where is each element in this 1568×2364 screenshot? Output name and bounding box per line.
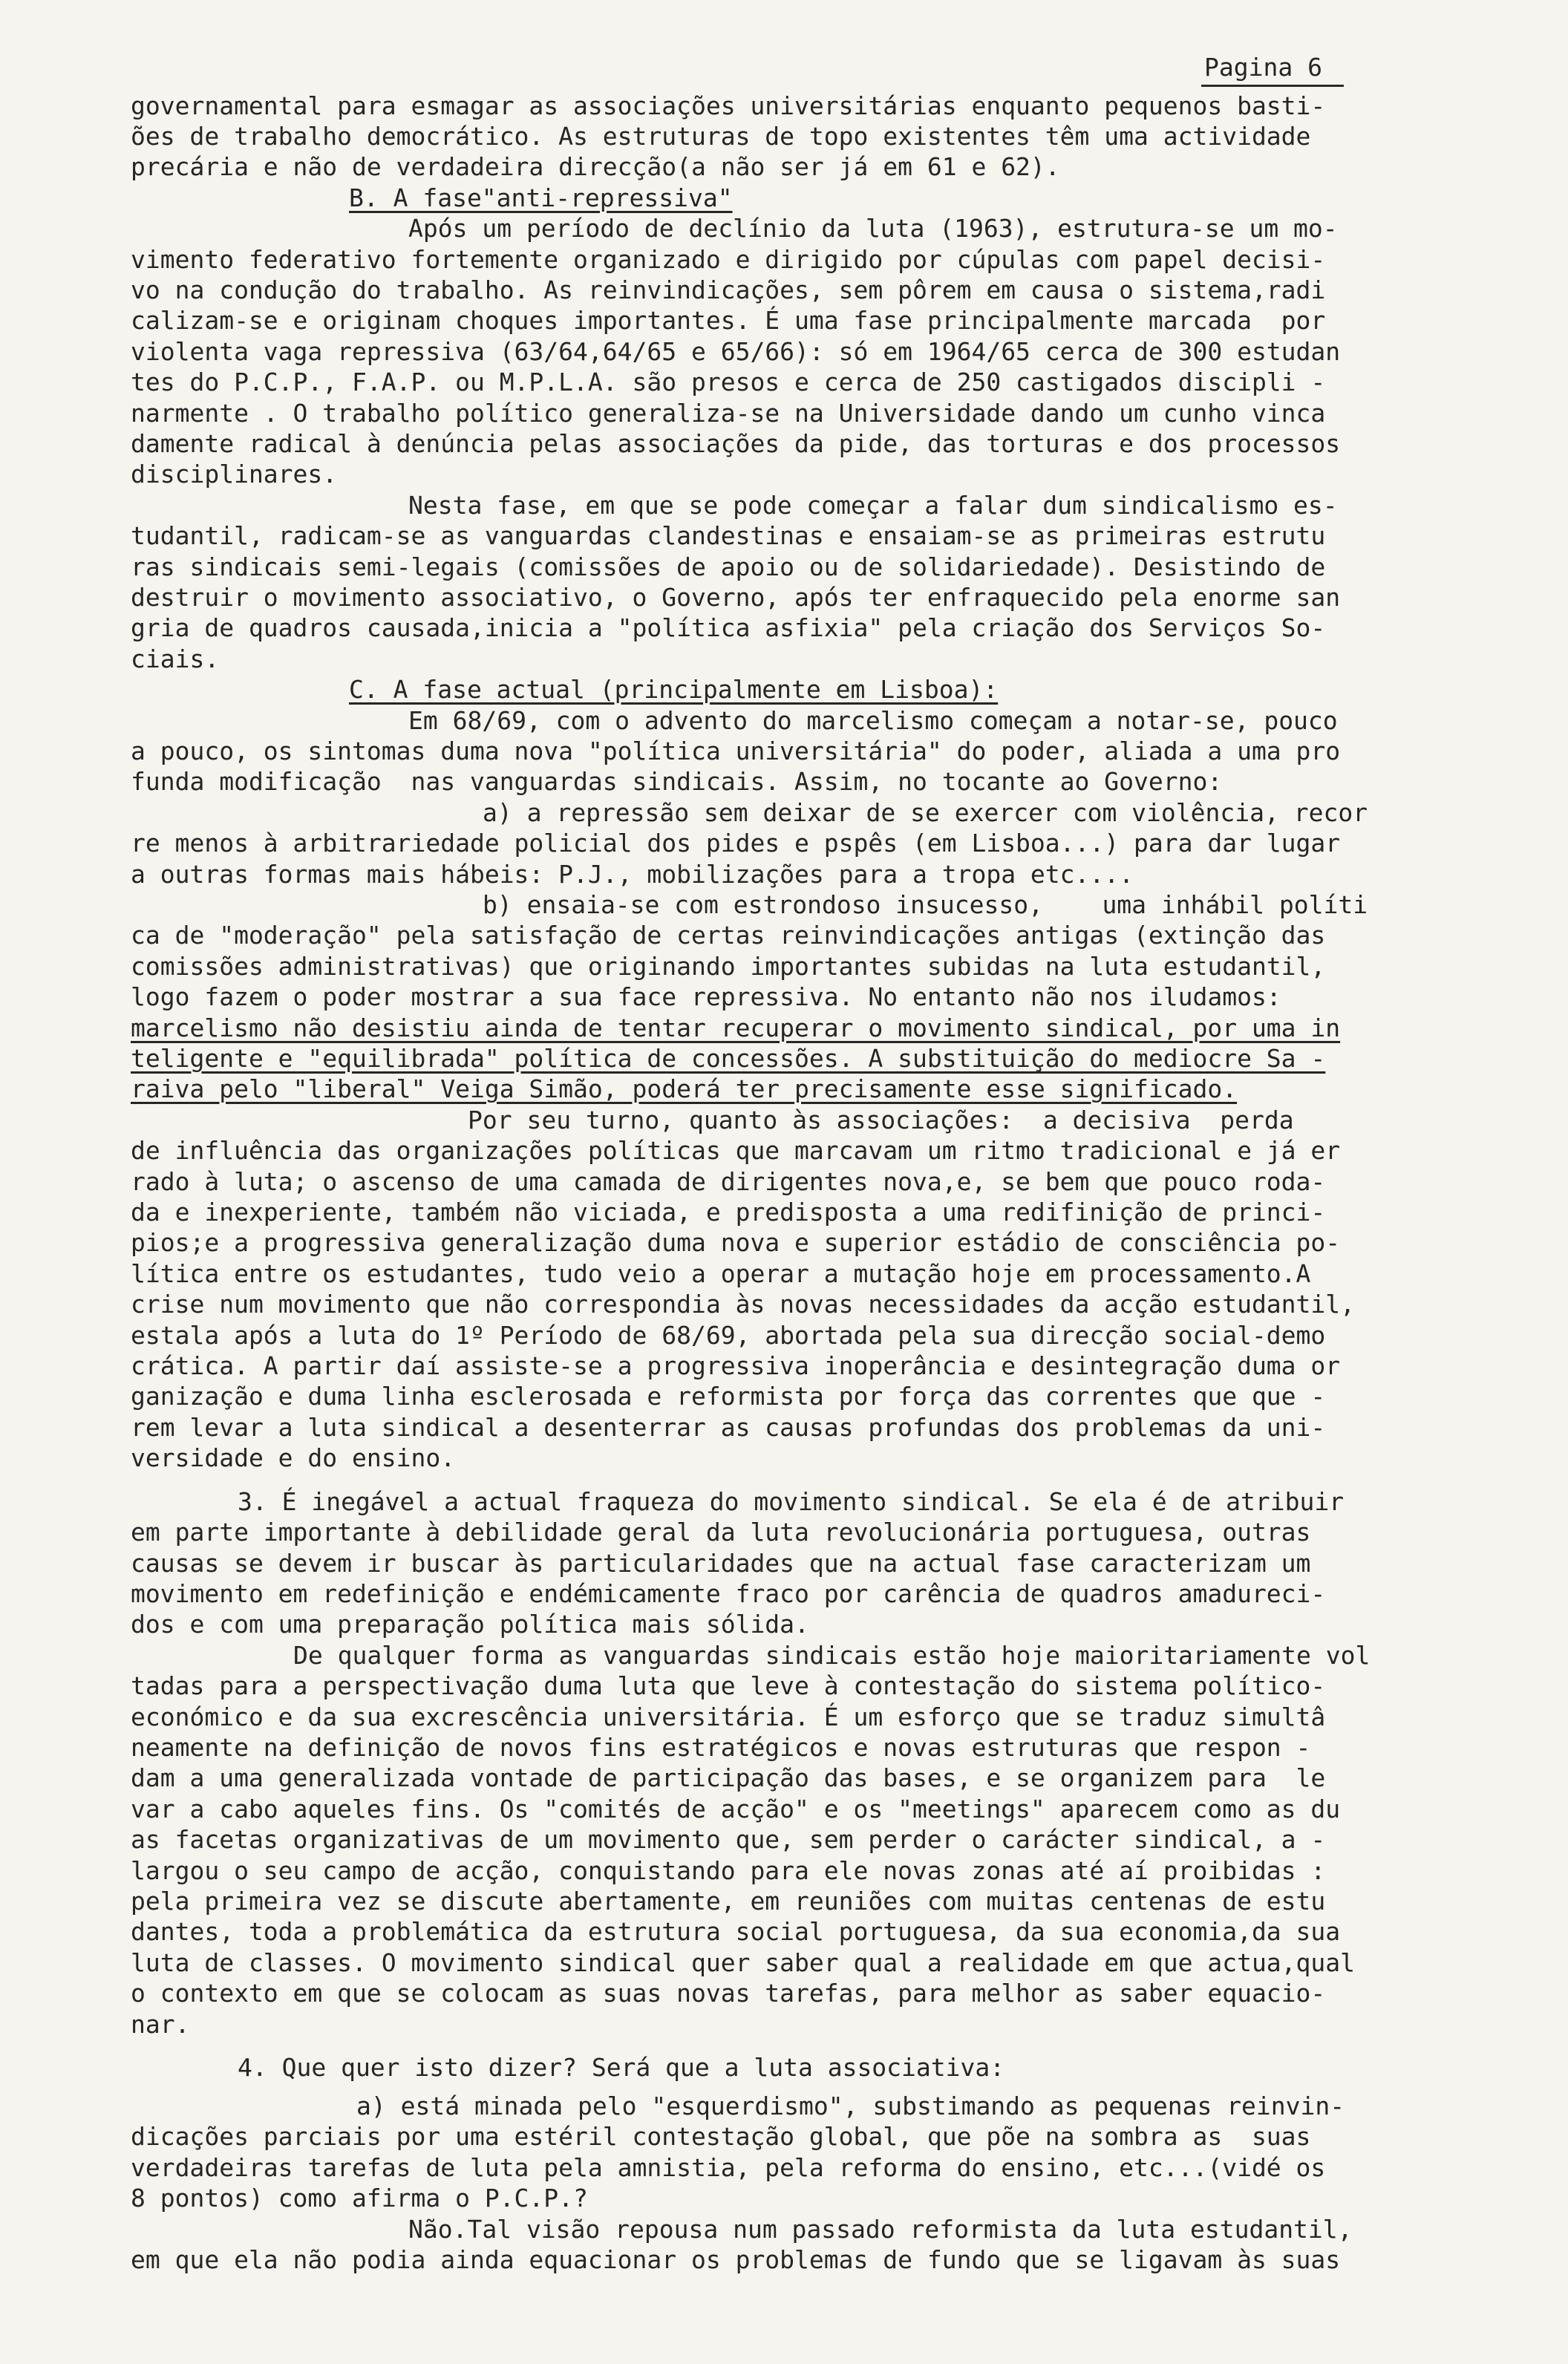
text-line: vo na condução do trabalho. As reinvindicações, sem pôrem em causa o sistema,radi [131,275,1326,304]
text-line: funda modificação nas vanguardas sindicais. Assim, no tocante ao Governo: [131,767,1223,796]
text-line: ciais. [131,644,220,673]
text-line: dicações parciais por uma estéril contestação global, que põe na sombra as suas [131,2122,1311,2151]
page-number-underline [1201,85,1344,87]
underlined-text-line: raiva pelo "liberal" Veiga Simão, poderá ter precisamente esse significado. [131,1074,1238,1103]
text-line: lítica entre os estudantes, tudo veio a operar a mutação hoje em processamento.A [131,1259,1311,1288]
page-number: Pagina 6 [1204,53,1322,82]
text-line: estala após a luta do 1º Período de 68/69, abortada pela sua direcção social-demo [131,1321,1326,1350]
text-line: ganização e duma linha esclerosada e reformista por força das correntes que que - [131,1382,1326,1411]
text-line: em parte importante à debilidade geral da luta revolucionária portuguesa, outras [131,1518,1311,1547]
text-line: nar. [131,2010,190,2039]
text-line: ca de "moderação" pela satisfação de certas reinvindicações antigas (extinção das [131,921,1326,950]
text-line: tudantil, radicam-se as vanguardas clandestinas e ensaiam-se as primeiras estrutu [131,521,1326,550]
text-line: o contexto em que se colocam as suas novas tarefas, para melhor as saber equacio- [131,1979,1326,2008]
text-line: Após um período de declínio da luta (1963), estrutura-se um mo- [408,214,1338,243]
text-line: a) está minada pelo "esquerdismo", substimando as pequenas reinvin- [356,2092,1345,2120]
text-line: económico e da sua excrescência universitária. É um esforço que se traduz simultâ [131,1702,1326,1731]
text-line: re menos à arbitrariedade policial dos pides e pspês (em Lisboa...) para dar lugar [131,829,1341,858]
text-line: pios;e a progressiva generalização duma nova e superior estádio de consciência po- [131,1228,1341,1257]
text-line: Nesta fase, em que se pode começar a falar dum sindicalismo es- [408,491,1338,520]
text-line: verdadeiras tarefas de luta pela amnistia, pela reforma do ensino, etc...(vidé os [131,2153,1326,2182]
text-line: var a cabo aqueles fins. Os "comités de acção" e os "meetings" aparecem como as du [131,1795,1341,1823]
text-line: movimento em redefinição e endémicamente fraco por carência de quadros amadureci- [131,1579,1326,1608]
text-line: Em 68/69, com o advento do marcelismo começam a notar-se, pouco [408,706,1338,735]
text-line: ões de trabalho democrático. As estruturas de topo existentes têm uma actividade [131,122,1311,151]
text-line: Não.Tal visão repousa num passado reformista da luta estudantil, [408,2215,1353,2244]
text-line: precária e não de verdadeira direcção(a não ser já em 61 e 62). [131,152,1060,181]
text-line: 8 pontos) como afirma o P.C.P.? [131,2184,588,2213]
text-line: crática. A partir daí assiste-se a progressiva inoperância e desintegração duma or [131,1351,1341,1380]
text-line: neamente na definição de novos fins estratégicos e novas estruturas que respon - [131,1733,1311,1762]
text-line: tadas para a perspectivação duma luta que leve à contestação do sistema político- [131,1671,1326,1700]
text-line: em que ela não podia ainda equacionar os problemas de fundo que se ligavam às suas [131,2245,1341,2274]
section-heading-b: B. A fase"anti-repressiva" [349,183,733,212]
text-line: comissões administrativas) que originando importantes subidas na luta estudantil, [131,952,1326,981]
text-line: versidade e do ensino. [131,1443,456,1472]
text-line: rem levar a luta sindical a desenterrar as causas profundas dos problemas da uni- [131,1413,1326,1442]
text-line: de influência das organizações políticas que marcavam um ritmo tradicional e já er [131,1136,1341,1165]
text-line: largou o seu campo de acção, conquistando para ele novas zonas até aí proibidas : [131,1856,1326,1885]
text-line: ras sindicais semi-legais (comissões de apoio ou de solidariedade). Desistindo de [131,552,1326,581]
text-line: violenta vaga repressiva (63/64,64/65 e 65/66): só em 1964/65 cerca de 300 estudan [131,337,1341,366]
text-line: causas se devem ir buscar às particularidades que na actual fase caracterizam um [131,1549,1311,1578]
text-line: rado à luta; o ascenso de uma camada de dirigentes nova,e, se bem que pouco roda- [131,1167,1326,1196]
text-line: narmente . O trabalho político generaliza-se na Universidade dando um cunho vinca [131,399,1326,428]
text-line: crise num movimento que não correspondia às novas necessidades da acção estudantil, [131,1290,1356,1319]
text-line: damente radical à denúncia pelas associações da pide, das torturas e dos processos [131,429,1341,458]
text-line: De qualquer forma as vanguardas sindicais estão hoje maioritariamente vol [293,1641,1371,1670]
text-line: luta de classes. O movimento sindical quer saber qual a realidade em que actua,qual [131,1948,1356,1977]
section-4-opening-line: 4. Que quer isto dizer? Será que a luta associativa: [238,2053,1005,2082]
text-line: destruir o movimento associativo, o Governo, após ter enfraquecido pela enorme san [131,583,1341,612]
text-line: gria de quadros causada,inicia a "política asfixia" pela criação dos Serviços So- [131,613,1326,642]
section-3-opening-line: 3. É inegável a actual fraqueza do movimento sindical. Se ela é de atribuir [238,1487,1345,1516]
text-line: dos e com uma preparação política mais sólida. [131,1610,809,1639]
text-line: a pouco, os sintomas duma nova "política universitária" do poder, aliada a uma pro [131,737,1341,765]
text-line: b) ensaia-se com estrondoso insucesso, uma inhábil políti [483,890,1368,919]
text-line: dam a uma generalizada vontade de participação das bases, e se organizem para le [131,1763,1326,1792]
text-line: calizam-se e originam choques importantes. É uma fase principalmente marcada por [131,306,1326,335]
text-line: logo fazem o poder mostrar a sua face repressiva. No entanto não nos iludamos: [131,982,1281,1011]
text-line: a) a repressão sem deixar de se exercer com violência, recor [483,798,1368,827]
text-line: da e inexperiente, também não viciada, e predisposta a uma redifinição de princi- [131,1198,1326,1227]
text-line: tes do P.C.P., F.A.P. ou M.P.L.A. são presos e cerca de 250 castigados discipli - [131,368,1326,396]
text-line: disciplinares. [131,460,338,489]
text-line: pela primeira vez se discute abertamente, em reuniões com muitas centenas de estu [131,1887,1326,1916]
text-line: governamental para esmagar as associações universitárias enquanto pequenos basti- [131,91,1326,120]
section-heading-c: C. A fase actual (principalmente em Lisboa): [349,675,999,704]
text-line: Por seu turno, quanto às associações: a decisiva perda [468,1106,1294,1134]
underlined-text-line: teligente e "equilibrada" política de concessões. A substituição do mediocre Sa - [131,1044,1326,1073]
underlined-text-line: marcelismo não desistiu ainda de tentar recuperar o movimento sindical, por uma in [131,1013,1341,1042]
text-line: dantes, toda a problemática da estrutura social portuguesa, da sua economia,da sua [131,1917,1341,1946]
text-line: as facetas organizativas de um movimento que, sem perder o carácter sindical, a - [131,1825,1326,1854]
text-line: vimento federativo fortemente organizado e dirigido por cúpulas com papel decisi- [131,245,1326,274]
text-line: a outras formas mais hábeis: P.J., mobilizações para a tropa etc.... [131,860,1134,889]
